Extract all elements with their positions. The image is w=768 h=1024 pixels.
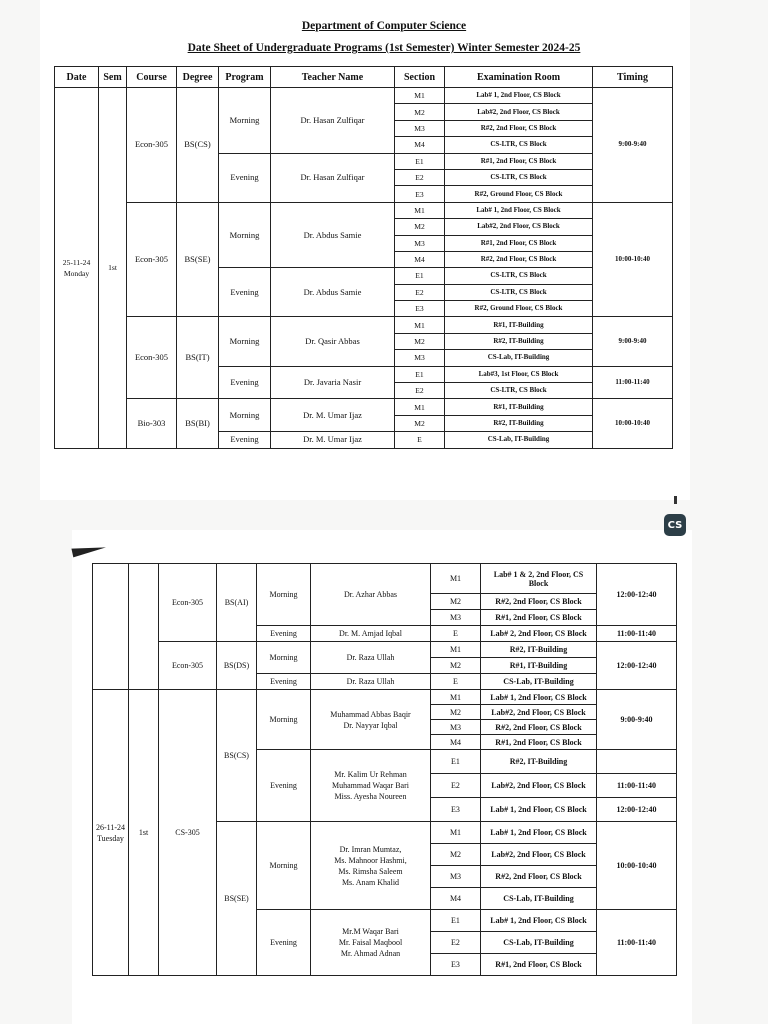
teacher-name-line: Ms. Rimsha Saleem — [338, 866, 403, 876]
datesheet-table-page-1 — [54, 66, 673, 449]
exam-room-cell: CS-Lab, IT-Building — [445, 432, 593, 448]
section-cell: E3 — [431, 798, 481, 822]
date-cell — [55, 88, 99, 449]
program-cell: Morning — [257, 564, 311, 626]
section-cell: M1 — [395, 399, 445, 415]
section-cell: E1 — [431, 910, 481, 932]
exam-room-cell: R#1, 2nd Floor, CS Block — [481, 735, 597, 750]
exam-room-cell: R#1, 2nd Floor, CS Block — [481, 610, 597, 626]
program-cell: Morning — [219, 202, 271, 268]
program-cell: Evening — [219, 153, 271, 202]
section-cell: M2 — [395, 415, 445, 431]
exam-room-cell: R#1, 2nd Floor, CS Block — [481, 954, 597, 976]
exam-room-cell: CS-LTR, CS Block — [445, 268, 593, 284]
section-cell: M1 — [431, 690, 481, 705]
course-cell: Econ-305 — [127, 202, 177, 317]
exam-room-cell: Lab#2, 2nd Floor, CS Block — [481, 774, 597, 798]
section-cell: M1 — [395, 202, 445, 218]
teacher-cell — [311, 690, 431, 750]
section-cell: M3 — [431, 610, 481, 626]
semester-cell: 1st — [99, 88, 127, 449]
degree-cell: BS(IT) — [177, 317, 219, 399]
teacher-cell: Dr. Raza Ullah — [311, 642, 431, 674]
section-cell: E2 — [431, 774, 481, 798]
program-cell: Morning — [257, 690, 311, 750]
column-header: Teacher Name — [271, 67, 395, 88]
teacher-cell: Dr. Hasan Zulfiqar — [271, 88, 395, 154]
section-cell: M2 — [395, 333, 445, 349]
teacher-name-line: Muhammad Abbas Baqir — [330, 709, 411, 719]
teacher-name-line: Ms. Mahnoor Hashmi, — [334, 855, 407, 865]
course-cell: Econ-305 — [159, 642, 217, 690]
exam-room-cell: R#1, IT-Building — [445, 399, 593, 415]
section-cell: M3 — [431, 866, 481, 888]
section-cell: M2 — [395, 219, 445, 235]
department-title: Department of Computer Science — [301, 20, 467, 32]
teacher-cell: Dr. Azhar Abbas — [311, 564, 431, 626]
teacher-cell: Dr. M. Umar Ijaz — [271, 432, 395, 448]
exam-room-cell: Lab# 1, 2nd Floor, CS Block — [481, 690, 597, 705]
teacher-cell: Dr. M. Umar Ijaz — [271, 399, 395, 432]
section-cell: E2 — [395, 383, 445, 399]
exam-room-cell: CS-Lab, IT-Building — [481, 888, 597, 910]
program-cell: Morning — [219, 399, 271, 432]
section-cell: E3 — [395, 186, 445, 202]
teacher-cell — [311, 822, 431, 910]
section-cell: M2 — [431, 658, 481, 674]
section-cell: M2 — [431, 844, 481, 866]
teacher-cell: Dr. Raza Ullah — [311, 674, 431, 690]
teacher-name-line: Mr. Ahmad Adnan — [340, 949, 401, 958]
program-cell: Evening — [257, 750, 311, 822]
exam-room-cell: R#2, Ground Floor, CS Block — [445, 186, 593, 202]
header-row — [55, 67, 673, 88]
exam-room-cell: R#2, 2nd Floor, CS Block — [445, 120, 593, 136]
teacher-cell: Dr. Qasir Abbas — [271, 317, 395, 366]
column-header: Program — [219, 67, 271, 88]
exam-room-cell: Lab#2, 2nd Floor, CS Block — [445, 104, 593, 120]
table-row — [55, 202, 673, 218]
teacher-cell — [311, 750, 431, 822]
program-cell: Evening — [219, 366, 271, 399]
column-header: Section — [395, 67, 445, 88]
exam-room-cell: R#2, IT-Building — [481, 642, 597, 658]
degree-cell: BS(CS) — [217, 690, 257, 822]
section-cell: M1 — [395, 88, 445, 104]
program-cell: Evening — [257, 674, 311, 690]
datesheet-table-page-2 — [92, 563, 677, 976]
teacher-cell: Dr. Abdus Samie — [271, 268, 395, 317]
section-cell: M3 — [395, 120, 445, 136]
program-cell: Morning — [219, 88, 271, 154]
teacher-name-line: Mr. Kalim Ur Rehman — [334, 770, 407, 779]
section-cell: M1 — [431, 564, 481, 594]
section-cell: M2 — [431, 705, 481, 720]
timing-cell: 9:00-9:40 — [597, 690, 677, 750]
course-cell: CS-305 — [159, 690, 217, 976]
section-cell: M3 — [395, 350, 445, 366]
exam-room-cell: CS-LTR, CS Block — [445, 383, 593, 399]
exam-room-cell: R#2, 2nd Floor, CS Block — [481, 594, 597, 610]
exam-room-cell: R#2, 2nd Floor, CS Block — [481, 866, 597, 888]
exam-room-cell: Lab# 1, 2nd Floor, CS Block — [445, 88, 593, 104]
degree-cell: BS(CS) — [177, 88, 219, 203]
table-row — [55, 317, 673, 333]
teacher-name-line: Mr. Faisal Maqbool — [338, 938, 403, 947]
timing-cell: 12:00-12:40 — [597, 564, 677, 626]
exam-room-cell: CS-LTR, CS Block — [445, 284, 593, 300]
exam-room-cell: Lab#3, 1st Floor, CS Block — [445, 366, 593, 382]
exam-room-cell: CS-Lab, IT-Building — [445, 350, 593, 366]
exam-room-cell: R#2, 2nd Floor, CS Block — [445, 251, 593, 267]
exam-room-cell: Lab#2, 2nd Floor, CS Block — [445, 219, 593, 235]
section-cell: E1 — [395, 268, 445, 284]
program-cell: Evening — [219, 268, 271, 317]
teacher-name-line: Mr.M Waqar Bari — [342, 927, 399, 936]
teacher-cell: Dr. Abdus Samie — [271, 202, 395, 268]
timing-cell: 11:00-11:40 — [597, 774, 677, 798]
course-cell: Econ-305 — [159, 564, 217, 642]
column-header: Degree — [177, 67, 219, 88]
exam-room-cell: R#1, IT-Building — [445, 317, 593, 333]
teacher-name-line: Ms. Anam Khalid — [341, 877, 400, 887]
date-date: 25-11-24 — [62, 257, 91, 267]
section-cell: E1 — [395, 366, 445, 382]
timing-cell: 9:00-9:40 — [593, 317, 673, 366]
table-row — [93, 564, 677, 594]
date-day: Monday — [63, 268, 90, 278]
program-cell: Evening — [219, 432, 271, 448]
exam-room-cell: Lab# 1 & 2, 2nd Floor, CS Block — [481, 564, 597, 594]
degree-cell: BS(DS) — [217, 642, 257, 690]
timing-cell: 10:00-10:40 — [593, 202, 673, 317]
teacher-name-line: Dr. Imran Mumtaz, — [339, 844, 402, 854]
exam-room-cell: Lab#2, 2nd Floor, CS Block — [481, 705, 597, 720]
teacher-name-line: Dr. Nayyar Iqbal — [343, 720, 398, 730]
exam-room-cell: R#2, IT-Building — [445, 333, 593, 349]
exam-room-cell: R#1, 2nd Floor, CS Block — [445, 235, 593, 251]
date-cell-blank — [93, 564, 129, 690]
table-row — [93, 642, 677, 658]
section-cell: E — [395, 432, 445, 448]
timing-cell: 9:00-9:40 — [593, 88, 673, 203]
degree-cell: BS(AI) — [217, 564, 257, 642]
exam-room-cell: R#2, Ground Floor, CS Block — [445, 301, 593, 317]
exam-room-cell: CS-Lab, IT-Building — [481, 932, 597, 954]
section-cell: E — [431, 674, 481, 690]
datesheet-title: Date Sheet of Undergraduate Programs (1st Semester) Winter Semester 2024-25 — [187, 42, 581, 54]
program-cell: Morning — [257, 642, 311, 674]
exam-room-cell: CS-LTR, CS Block — [445, 169, 593, 185]
scan-mark — [674, 496, 677, 504]
column-header: Date — [55, 67, 99, 88]
table-row — [55, 399, 673, 415]
degree-cell: BS(BI) — [177, 399, 219, 448]
course-cell: Econ-305 — [127, 317, 177, 399]
course-cell: Econ-305 — [127, 88, 177, 203]
section-cell: M4 — [431, 735, 481, 750]
timing-cell: 11:00-11:40 — [593, 366, 673, 399]
teacher-name-line: Muhammad Waqar Bari — [332, 781, 409, 790]
section-cell: M3 — [395, 235, 445, 251]
exam-room-cell: Lab#2, 2nd Floor, CS Block — [481, 844, 597, 866]
exam-room-cell: CS-LTR, CS Block — [445, 137, 593, 153]
teacher-cell — [311, 910, 431, 976]
exam-room-cell: Lab# 1, 2nd Floor, CS Block — [481, 910, 597, 932]
program-cell: Evening — [257, 910, 311, 976]
date-date: 26-11-24 — [95, 822, 126, 832]
degree-cell: BS(SE) — [217, 822, 257, 976]
camscanner-badge-icon: CS — [664, 514, 686, 536]
section-cell: M4 — [431, 888, 481, 910]
exam-room-cell: R#2, 2nd Floor, CS Block — [481, 720, 597, 735]
exam-room-cell: Lab# 1, 2nd Floor, CS Block — [445, 202, 593, 218]
teacher-cell: Dr. M. Amjad Iqbal — [311, 626, 431, 642]
exam-room-cell: R#1, 2nd Floor, CS Block — [445, 153, 593, 169]
section-cell: E2 — [395, 284, 445, 300]
exam-room-cell: CS-Lab, IT-Building — [481, 674, 597, 690]
exam-room-cell: Lab# 1, 2nd Floor, CS Block — [481, 822, 597, 844]
exam-room-cell: R#1, IT-Building — [481, 658, 597, 674]
section-cell: M1 — [431, 642, 481, 658]
section-cell: E3 — [431, 954, 481, 976]
section-cell: E3 — [395, 301, 445, 317]
section-cell: M1 — [431, 822, 481, 844]
section-cell: M4 — [395, 137, 445, 153]
exam-room-cell: R#2, IT-Building — [445, 415, 593, 431]
section-cell: M4 — [395, 251, 445, 267]
semester-cell: 1st — [129, 690, 159, 976]
program-cell: Evening — [257, 626, 311, 642]
teacher-cell: Dr. Hasan Zulfiqar — [271, 153, 395, 202]
table-row — [93, 690, 677, 705]
date-day: Tuesday — [97, 833, 124, 843]
timing-cell: 11:00-11:40 — [597, 910, 677, 976]
timing-cell: 11:00-11:40 — [597, 626, 677, 642]
timing-cell: 10:00-10:40 — [593, 399, 673, 448]
section-cell: E1 — [395, 153, 445, 169]
program-cell: Morning — [257, 822, 311, 910]
teacher-name-line: Miss. Ayesha Noureen — [334, 792, 407, 801]
column-header: Sem — [99, 67, 127, 88]
section-cell: M2 — [431, 594, 481, 610]
timing-cell: 12:00-12:40 — [597, 798, 677, 822]
column-header: Timing — [593, 67, 673, 88]
section-cell: E — [431, 626, 481, 642]
table-row — [55, 88, 673, 104]
teacher-cell: Dr. Javaria Nasir — [271, 366, 395, 399]
timing-cell: 10:00-10:40 — [597, 822, 677, 910]
column-header: Course — [127, 67, 177, 88]
section-cell: E2 — [431, 932, 481, 954]
section-cell: M1 — [395, 317, 445, 333]
exam-room-cell: Lab# 1, 2nd Floor, CS Block — [481, 798, 597, 822]
course-cell: Bio-303 — [127, 399, 177, 448]
section-cell: M2 — [395, 104, 445, 120]
exam-room-cell: Lab# 2, 2nd Floor, CS Block — [481, 626, 597, 642]
section-cell: E2 — [395, 169, 445, 185]
section-cell: E1 — [431, 750, 481, 774]
timing-cell — [597, 750, 677, 774]
semester-cell-blank — [129, 564, 159, 690]
date-cell — [93, 690, 129, 976]
exam-room-cell: R#2, IT-Building — [481, 750, 597, 774]
section-cell: M3 — [431, 720, 481, 735]
degree-cell: BS(SE) — [177, 202, 219, 317]
timing-cell: 12:00-12:40 — [597, 642, 677, 690]
column-header: Examination Room — [445, 67, 593, 88]
program-cell: Morning — [219, 317, 271, 366]
